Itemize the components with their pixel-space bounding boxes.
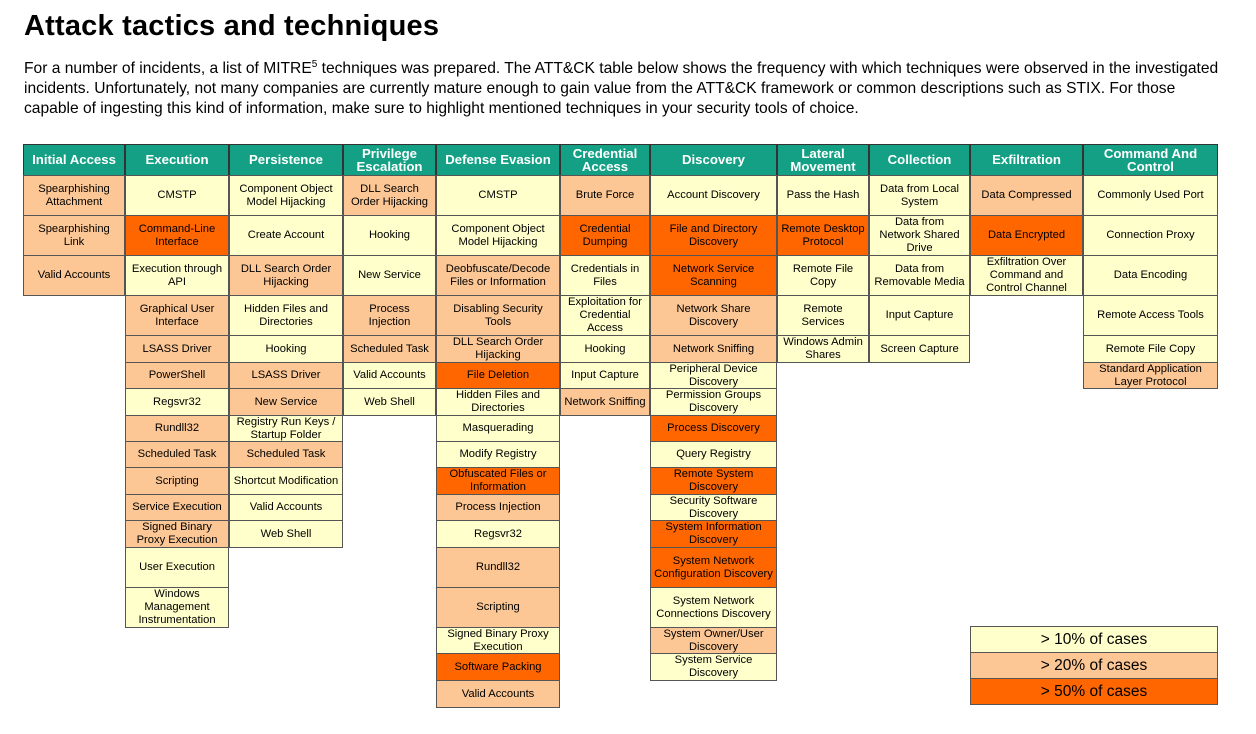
technique-cell: Data from Removable Media <box>869 255 970 296</box>
technique-cell: Data Compressed <box>970 175 1083 216</box>
technique-cell: Brute Force <box>560 175 650 216</box>
technique-cell: Spearphishing Link <box>23 215 125 256</box>
technique-cell: File and Directory Discovery <box>650 215 777 256</box>
technique-cell: Process Injection <box>436 494 560 521</box>
technique-cell: Valid Accounts <box>343 362 436 389</box>
technique-cell: Service Execution <box>125 494 229 521</box>
technique-cell: New Service <box>229 388 343 416</box>
tactic-header: Privilege Escalation <box>343 144 436 176</box>
technique-cell: Valid Accounts <box>229 494 343 521</box>
technique-cell: Rundll32 <box>125 415 229 442</box>
technique-cell: Network Sniffing <box>560 388 650 416</box>
tactic-header: Initial Access <box>23 144 125 176</box>
technique-cell: Signed Binary Proxy Execution <box>436 627 560 654</box>
tactic-header: Command And Control <box>1083 144 1218 176</box>
technique-cell: Data from Local System <box>869 175 970 216</box>
technique-cell: Software Packing <box>436 653 560 681</box>
technique-cell: Hidden Files and Directories <box>229 295 343 336</box>
technique-cell: Valid Accounts <box>436 680 560 708</box>
technique-cell: Hooking <box>229 335 343 363</box>
technique-cell: User Execution <box>125 547 229 588</box>
technique-cell: Registry Run Keys / Startup Folder <box>229 415 343 442</box>
tactic-header: Exfiltration <box>970 144 1083 176</box>
technique-cell: Data Encrypted <box>970 215 1083 256</box>
technique-cell: Scripting <box>436 587 560 628</box>
technique-cell: Remote File Copy <box>1083 335 1218 363</box>
tactic-header: Lateral Movement <box>777 144 869 176</box>
technique-cell: Exploitation for Credential Access <box>560 295 650 336</box>
technique-cell: Peripheral Device Discovery <box>650 362 777 389</box>
technique-cell: Hidden Files and Directories <box>436 388 560 416</box>
technique-cell: Disabling Security Tools <box>436 295 560 336</box>
technique-cell: System Owner/User Discovery <box>650 627 777 654</box>
technique-cell: Hooking <box>560 335 650 363</box>
technique-cell: Deobfuscate/Decode Files or Information <box>436 255 560 296</box>
technique-cell: Process Injection <box>343 295 436 336</box>
tactic-header: Collection <box>869 144 970 176</box>
technique-cell: Hooking <box>343 215 436 256</box>
technique-cell: Command-Line Interface <box>125 215 229 256</box>
technique-cell: Process Discovery <box>650 415 777 442</box>
technique-cell: Remote Access Tools <box>1083 295 1218 336</box>
footnote-reference: 5 <box>311 59 318 70</box>
technique-cell: Remote System Discovery <box>650 467 777 495</box>
technique-cell: Execution through API <box>125 255 229 296</box>
tactic-header: Defense Evasion <box>436 144 560 176</box>
technique-cell: Scheduled Task <box>343 335 436 363</box>
technique-cell: Security Software Discovery <box>650 494 777 521</box>
technique-cell: Windows Management Instrumentation <box>125 587 229 628</box>
technique-cell: Data Encoding <box>1083 255 1218 296</box>
technique-cell: Credential Dumping <box>560 215 650 256</box>
technique-cell: Component Object Model Hijacking <box>229 175 343 216</box>
tactic-header: Credential Access <box>560 144 650 176</box>
legend-item: > 50% of cases <box>970 678 1218 705</box>
technique-cell: Screen Capture <box>869 335 970 363</box>
technique-cell: New Service <box>343 255 436 296</box>
technique-cell: PowerShell <box>125 362 229 389</box>
technique-cell: Pass the Hash <box>777 175 869 216</box>
technique-cell: Masquerading <box>436 415 560 442</box>
technique-cell: DLL Search Order Hijacking <box>229 255 343 296</box>
technique-cell: Connection Proxy <box>1083 215 1218 256</box>
technique-cell: DLL Search Order Hijacking <box>436 335 560 363</box>
technique-cell: Scripting <box>125 467 229 495</box>
technique-cell: Signed Binary Proxy Execution <box>125 520 229 548</box>
technique-cell: Obfuscated Files or Information <box>436 467 560 495</box>
technique-cell: Create Account <box>229 215 343 256</box>
legend-item: > 10% of cases <box>970 626 1218 653</box>
tactic-header: Discovery <box>650 144 777 176</box>
technique-cell: System Network Configuration Discovery <box>650 547 777 588</box>
intro-text-start: For a number of incidents, a list of MITRE <box>24 60 312 78</box>
technique-cell: Shortcut Modification <box>229 467 343 495</box>
technique-cell: Data from Network Shared Drive <box>869 215 970 256</box>
technique-cell: Commonly Used Port <box>1083 175 1218 216</box>
technique-cell: CMSTP <box>125 175 229 216</box>
technique-cell: Scheduled Task <box>125 441 229 468</box>
technique-cell: Modify Registry <box>436 441 560 468</box>
technique-cell: Credentials in Files <box>560 255 650 296</box>
technique-cell: Network Sniffing <box>650 335 777 363</box>
technique-cell: Graphical User Interface <box>125 295 229 336</box>
technique-cell: Account Discovery <box>650 175 777 216</box>
technique-cell: Valid Accounts <box>23 255 125 296</box>
technique-cell: Network Share Discovery <box>650 295 777 336</box>
technique-cell: Regsvr32 <box>125 388 229 416</box>
technique-cell: Web Shell <box>229 520 343 548</box>
technique-cell: Scheduled Task <box>229 441 343 468</box>
technique-cell: System Information Discovery <box>650 520 777 548</box>
technique-cell: Query Registry <box>650 441 777 468</box>
technique-cell: LSASS Driver <box>229 362 343 389</box>
tactic-header: Execution <box>125 144 229 176</box>
technique-cell: Remote File Copy <box>777 255 869 296</box>
technique-cell: LSASS Driver <box>125 335 229 363</box>
technique-cell: Web Shell <box>343 388 436 416</box>
intro-paragraph <box>24 55 1234 119</box>
technique-cell: Exfiltration Over Command and Control Channel <box>970 255 1083 296</box>
technique-cell: Component Object Model Hijacking <box>436 215 560 256</box>
legend-item: > 20% of cases <box>970 652 1218 679</box>
technique-cell: Network Service Scanning <box>650 255 777 296</box>
technique-cell: Windows Admin Shares <box>777 335 869 363</box>
technique-cell: DLL Search Order Hijacking <box>343 175 436 216</box>
technique-cell: Standard Application Layer Protocol <box>1083 362 1218 389</box>
intro-text-rest: techniques was prepared. The ATT&CK table below shows the frequency with which techniques were observed in the investigated incidents. Unfortunately, not many companies are currently mature enough to gain value from the ATT&CK framework or common descriptions such as STIX. For those capable of ingesting this kind of information, make sure to highlight mentioned techniques in your security tools of choice. <box>24 60 1219 118</box>
technique-cell: Remote Services <box>777 295 869 336</box>
technique-cell: System Network Connections Discovery <box>650 587 777 628</box>
technique-cell: Input Capture <box>869 295 970 336</box>
tactic-header: Persistence <box>229 144 343 176</box>
technique-cell: Spearphishing Attachment <box>23 175 125 216</box>
technique-cell: Remote Desktop Protocol <box>777 215 869 256</box>
technique-cell: System Service Discovery <box>650 653 777 681</box>
technique-cell: Permission Groups Discovery <box>650 388 777 416</box>
technique-cell: File Deletion <box>436 362 560 389</box>
technique-cell: Input Capture <box>560 362 650 389</box>
technique-cell: CMSTP <box>436 175 560 216</box>
technique-cell: Rundll32 <box>436 547 560 588</box>
technique-cell: Regsvr32 <box>436 520 560 548</box>
page-title: Attack tactics and techniques <box>24 10 440 42</box>
